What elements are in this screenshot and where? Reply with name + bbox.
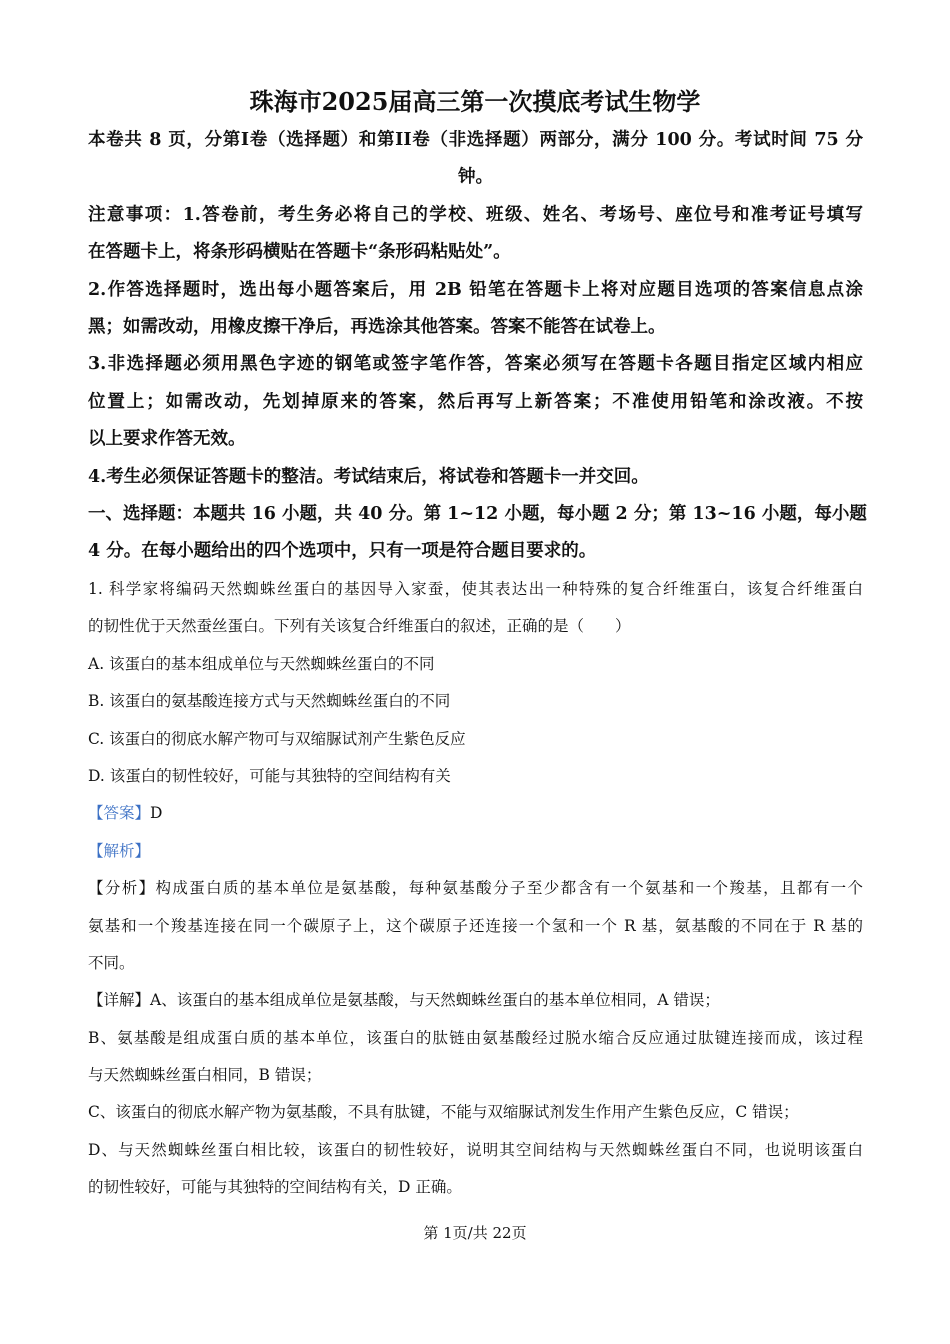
intro-line: 本卷共 8 页，分第I卷（选择题）和第II卷（非选择题）两部分，满分 100 分。考试时间 75 分	[88, 130, 863, 150]
notice-line: 4.考生必须保证答题卡的整洁。考试结束后，将试卷和答题卡一并交回。	[88, 466, 649, 487]
question-stem: 的韧性优于天然蚕丝蛋白。下列有关该复合纤维蛋白的叙述，正确的是（ ）	[88, 617, 631, 636]
exam-header	[88, 122, 867, 571]
explanation-line: 【分析】构成蛋白质的基本单位是氨基酸，每种氨基酸分子至少都含有一个氨基和一个羧基，且都有一个	[88, 879, 863, 898]
explanation-line: 【详解】A、该蛋白的基本组成单位是氨基酸，与天然蜘蛛丝蛋白的基本单位相同，A 错误；	[88, 991, 720, 1010]
explanation-line: B、氨基酸是组成蛋白质的基本单位，该蛋白的肽链由氨基酸经过脱水缩合反应通过肽键连接而成，该过程	[88, 1028, 863, 1047]
option-a: A. 该蛋白的基本组成单位与天然蜘蛛丝蛋白的不同	[88, 654, 435, 673]
option-b: B. 该蛋白的氨基酸连接方式与天然蜘蛛丝蛋白的不同	[88, 692, 451, 711]
explanation-line: 与天然蜘蛛丝蛋白相同，B 错误；	[88, 1066, 322, 1085]
explanation-line: C、该蛋白的彻底水解产物为氨基酸，不具有肽键，不能与双缩脲试剂发生作用产生紫色反应，C 错误；	[88, 1103, 799, 1122]
notice-line: 以上要求作答无效。	[88, 429, 246, 450]
notice-line: 2.作答选择题时，选出每小题答案后，用 2B 铅笔在答题卡上将对应题目选项的答案信息点涂	[88, 279, 863, 300]
question-stem: 1. 科学家将编码天然蜘蛛丝蛋白的基因导入家蚕，使其表达出一种特殊的复合纤维蛋白，该复合纤维蛋白	[88, 580, 863, 598]
intro-line: 钟。	[458, 167, 493, 188]
section-heading: 一、选择题：本题共 16 小题，共 40 分。第 1~12 小题，每小题 2 分；第 13~16 小题，每小题	[88, 503, 867, 524]
explanation-line: 不同。	[88, 953, 135, 972]
page-footer: 第 1页/共 22页	[423, 1224, 527, 1242]
question-1	[88, 571, 863, 1207]
page-title: 珠海市2025届高三第一次摸底考试生物学	[249, 87, 701, 116]
notice-line: 在答题卡上，将条形码横贴在答题卡“条形码粘贴处”。	[88, 242, 511, 263]
answer-label: 【答案】	[88, 804, 151, 823]
option-c: C. 该蛋白的彻底水解产物可与双缩脲试剂产生紫色反应	[88, 729, 466, 748]
explanation-line: 氨基和一个羧基连接在同一个碳原子上，这个碳原子还连接一个氢和一个 R 基，氨基酸的不同在于 R 基的	[88, 916, 863, 935]
option-d: D. 该蛋白的韧性较好，可能与其独特的空间结构有关	[88, 766, 451, 785]
section-heading: 4 分。在每小题给出的四个选项中，只有一项是符合题目要求的。	[88, 541, 597, 562]
notice-line: 位置上；如需改动，先划掉原来的答案，然后再写上新答案；不准使用铅笔和涂改液。不按	[88, 391, 863, 412]
explanation-line: D、与天然蜘蛛丝蛋白相比较，该蛋白的韧性较好，说明其空间结构与天然蜘蛛丝蛋白不同，也说明该蛋白	[88, 1140, 863, 1159]
analysis-label: 【解析】	[88, 841, 151, 860]
notice-line: 注意事项：1.答卷前，考生务必将自己的学校、班级、姓名、考场号、座位号和准考证号填写	[88, 204, 863, 225]
notice-line: 3.非选择题必须用黑色字迹的钢笔或签字笔作答，答案必须写在答题卡各题目指定区域内相应	[88, 354, 863, 375]
explanation-line: 的韧性较好，可能与其独特的空间结构有关，D 正确。	[88, 1178, 462, 1197]
answer-line	[88, 795, 863, 832]
answer-value: D	[150, 804, 163, 823]
notice-line: 黑；如需改动，用橡皮擦干净后，再选涂其他答案。答案不能答在试卷上。	[88, 316, 666, 337]
